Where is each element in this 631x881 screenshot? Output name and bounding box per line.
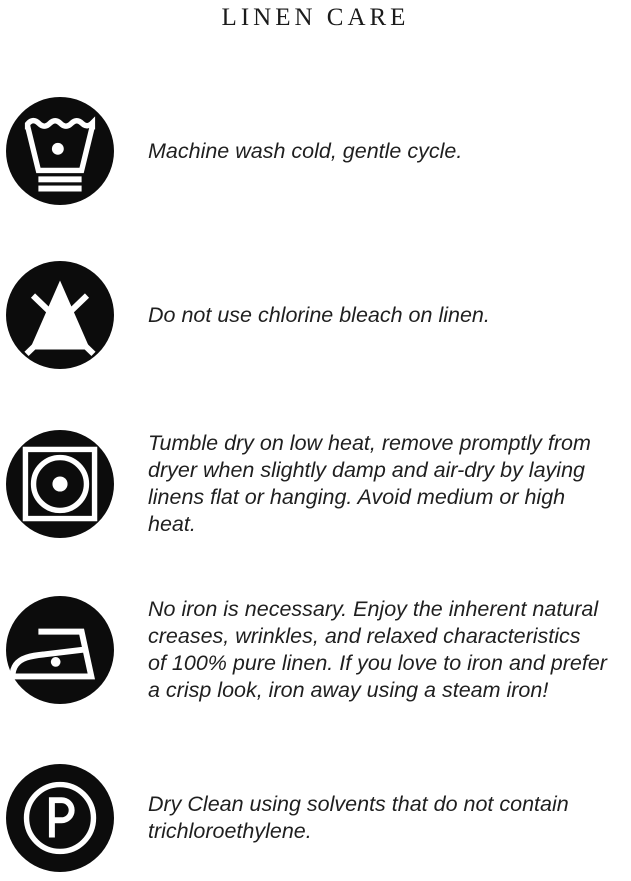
text-line: a crisp look, iron away using a steam iron!	[148, 678, 549, 702]
text-line: No iron is necessary. Enjoy the inherent natural	[148, 597, 599, 621]
dry-clean-instruction	[148, 791, 569, 845]
text-line: Tumble dry on low heat, remove promptly from	[148, 431, 591, 455]
text-line: Machine wash cold, gentle cycle.	[148, 138, 463, 163]
text-line: of 100% pure linen. If you love to iron and prefer	[148, 651, 607, 675]
text-line: Do not use chlorine bleach on linen.	[148, 302, 490, 327]
text-line: creases, wrinkles, and relaxed characteristics	[148, 624, 581, 648]
page-title: LINEN CARE	[221, 4, 410, 31]
iron-icon	[6, 596, 114, 704]
text-line: trichloroethylene.	[148, 819, 312, 843]
care-item-iron	[0, 596, 631, 704]
text-line: heat.	[148, 512, 196, 536]
machine-wash-icon	[6, 97, 114, 205]
text-line: Dry Clean using solvents that do not contain	[148, 792, 569, 816]
care-item-dry-clean	[0, 764, 631, 872]
linen-care-card	[0, 2, 631, 881]
care-item-machine-wash	[0, 97, 631, 205]
text-line: dryer when slightly damp and air-dry by laying	[148, 458, 585, 482]
machine-wash-instruction	[148, 138, 462, 165]
iron-instruction	[148, 596, 607, 704]
care-item-do-not-bleach	[0, 261, 631, 369]
care-item-tumble-dry	[0, 430, 631, 538]
tumble-dry-instruction	[148, 430, 591, 538]
do-not-bleach-icon	[6, 261, 114, 369]
bleach-instruction	[148, 302, 490, 329]
text-line: linens flat or hanging. Avoid medium or high	[148, 485, 566, 509]
dry-clean-p-icon	[6, 764, 114, 872]
tumble-dry-icon	[6, 430, 114, 538]
